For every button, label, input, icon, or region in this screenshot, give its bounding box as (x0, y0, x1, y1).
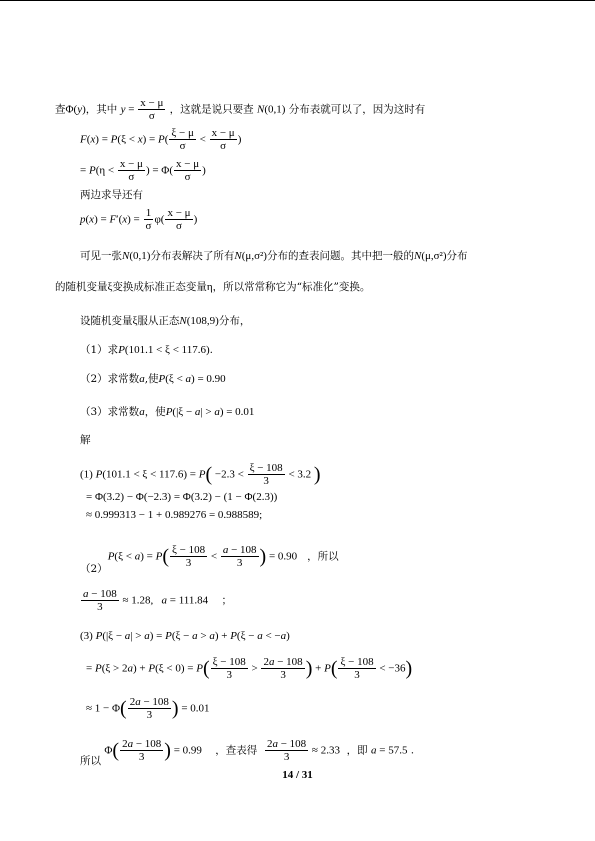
solution-label: 解 (80, 434, 91, 446)
header-rule (0, 0, 595, 1)
solution-1-cont: = Φ(3.2) − Φ(−2.3) = Φ(3.2) − (1 − Φ(2.3)) (86, 491, 278, 503)
formula-F: F(x) = P(ξ < x) = P( $\frac{\xi - \mu}{\sigma}$ < $\frac{x - \mu}{\sigma}$ ) (80, 127, 242, 152)
page-number: 14 / 31 (282, 769, 313, 781)
solution-3-result: 所以 Φ( $\frac{2a - 108}{3}$ ) = 0.99 ，查表得 $\frac{2a - 108}{3}$ ≈ 2.33 ，即 a = 57.5 . (80, 738, 415, 767)
question-2: （2）求常数a,使P(ξ < a) = 0.90 (80, 373, 226, 385)
solution-2: （2）P(ξ < a) = P( $\frac{\xi - 108}{3}$ < $\frac{a - 108}{3}$ ) = 0.90 ，所以 (80, 544, 339, 575)
solution-3-approx: ≈ 1 − Φ( $\frac{2a - 108}{3}$ ) = 0.01 (86, 696, 210, 721)
solution-3: (3) P(|ξ − a| > a) = P(ξ − a > a) + P(ξ − a < −a) (80, 630, 290, 642)
solution-1: (1) P(101.1 < ξ < 117.6) = P( −2.3 < $\frac{\xi - 108}{3}$ < 3.2 ) (80, 462, 321, 487)
text-problem: 设随机变量ξ服从正态N(108,9)分布， (80, 315, 251, 327)
question-1: （1）求P(101.1 < ξ < 117.6). (80, 344, 213, 356)
text-line-1: 查Φ(y)，其中 y = $\frac{x - \mu}{\sigma}$ ，这就是说只要查 N(0,1) 分布表就可以了，因为这时有 (55, 97, 426, 122)
formula-p: p(x) = F′(x) = $\frac{1}{\sigma}$ φ( $\frac{x - \mu}{\sigma}$ ) (80, 207, 198, 232)
solution-1-result: ≈ 0.999313 − 1 + 0.989276 = 0.988589; (86, 509, 263, 521)
question-3: （3）求常数a，使P(|ξ − a| > a) = 0.01 (80, 406, 255, 418)
solution-3-cont: = P(ξ > 2a) + P(ξ < 0) = P( $\frac{\xi - 108}{3}$ > $\frac{2a - 108}{3}$ ) + P( $\frac{\xi - 108}{3}$ < −36) (86, 656, 413, 681)
solution-2-result: $\frac{a - 108}{3}$ ≈ 1.28, a = 111.84 ； (83, 588, 233, 613)
formula-F-cont: = P(η < $\frac{x - \mu}{\sigma}$ ) = Φ( $\frac{x - \mu}{\sigma}$ ) (80, 158, 206, 183)
text-line-6: 可见一张N(0,1)分布表解决了所有N(μ,σ²)分布的查表问题。其中把一般的N(μ,σ²)分布 (80, 250, 468, 262)
text-line-7: 的随机变量ξ变换成标准正态变量η，所以常常称它为“标准化”变换。 (55, 281, 371, 293)
text-derivative: 两边求导还有 (80, 189, 143, 201)
